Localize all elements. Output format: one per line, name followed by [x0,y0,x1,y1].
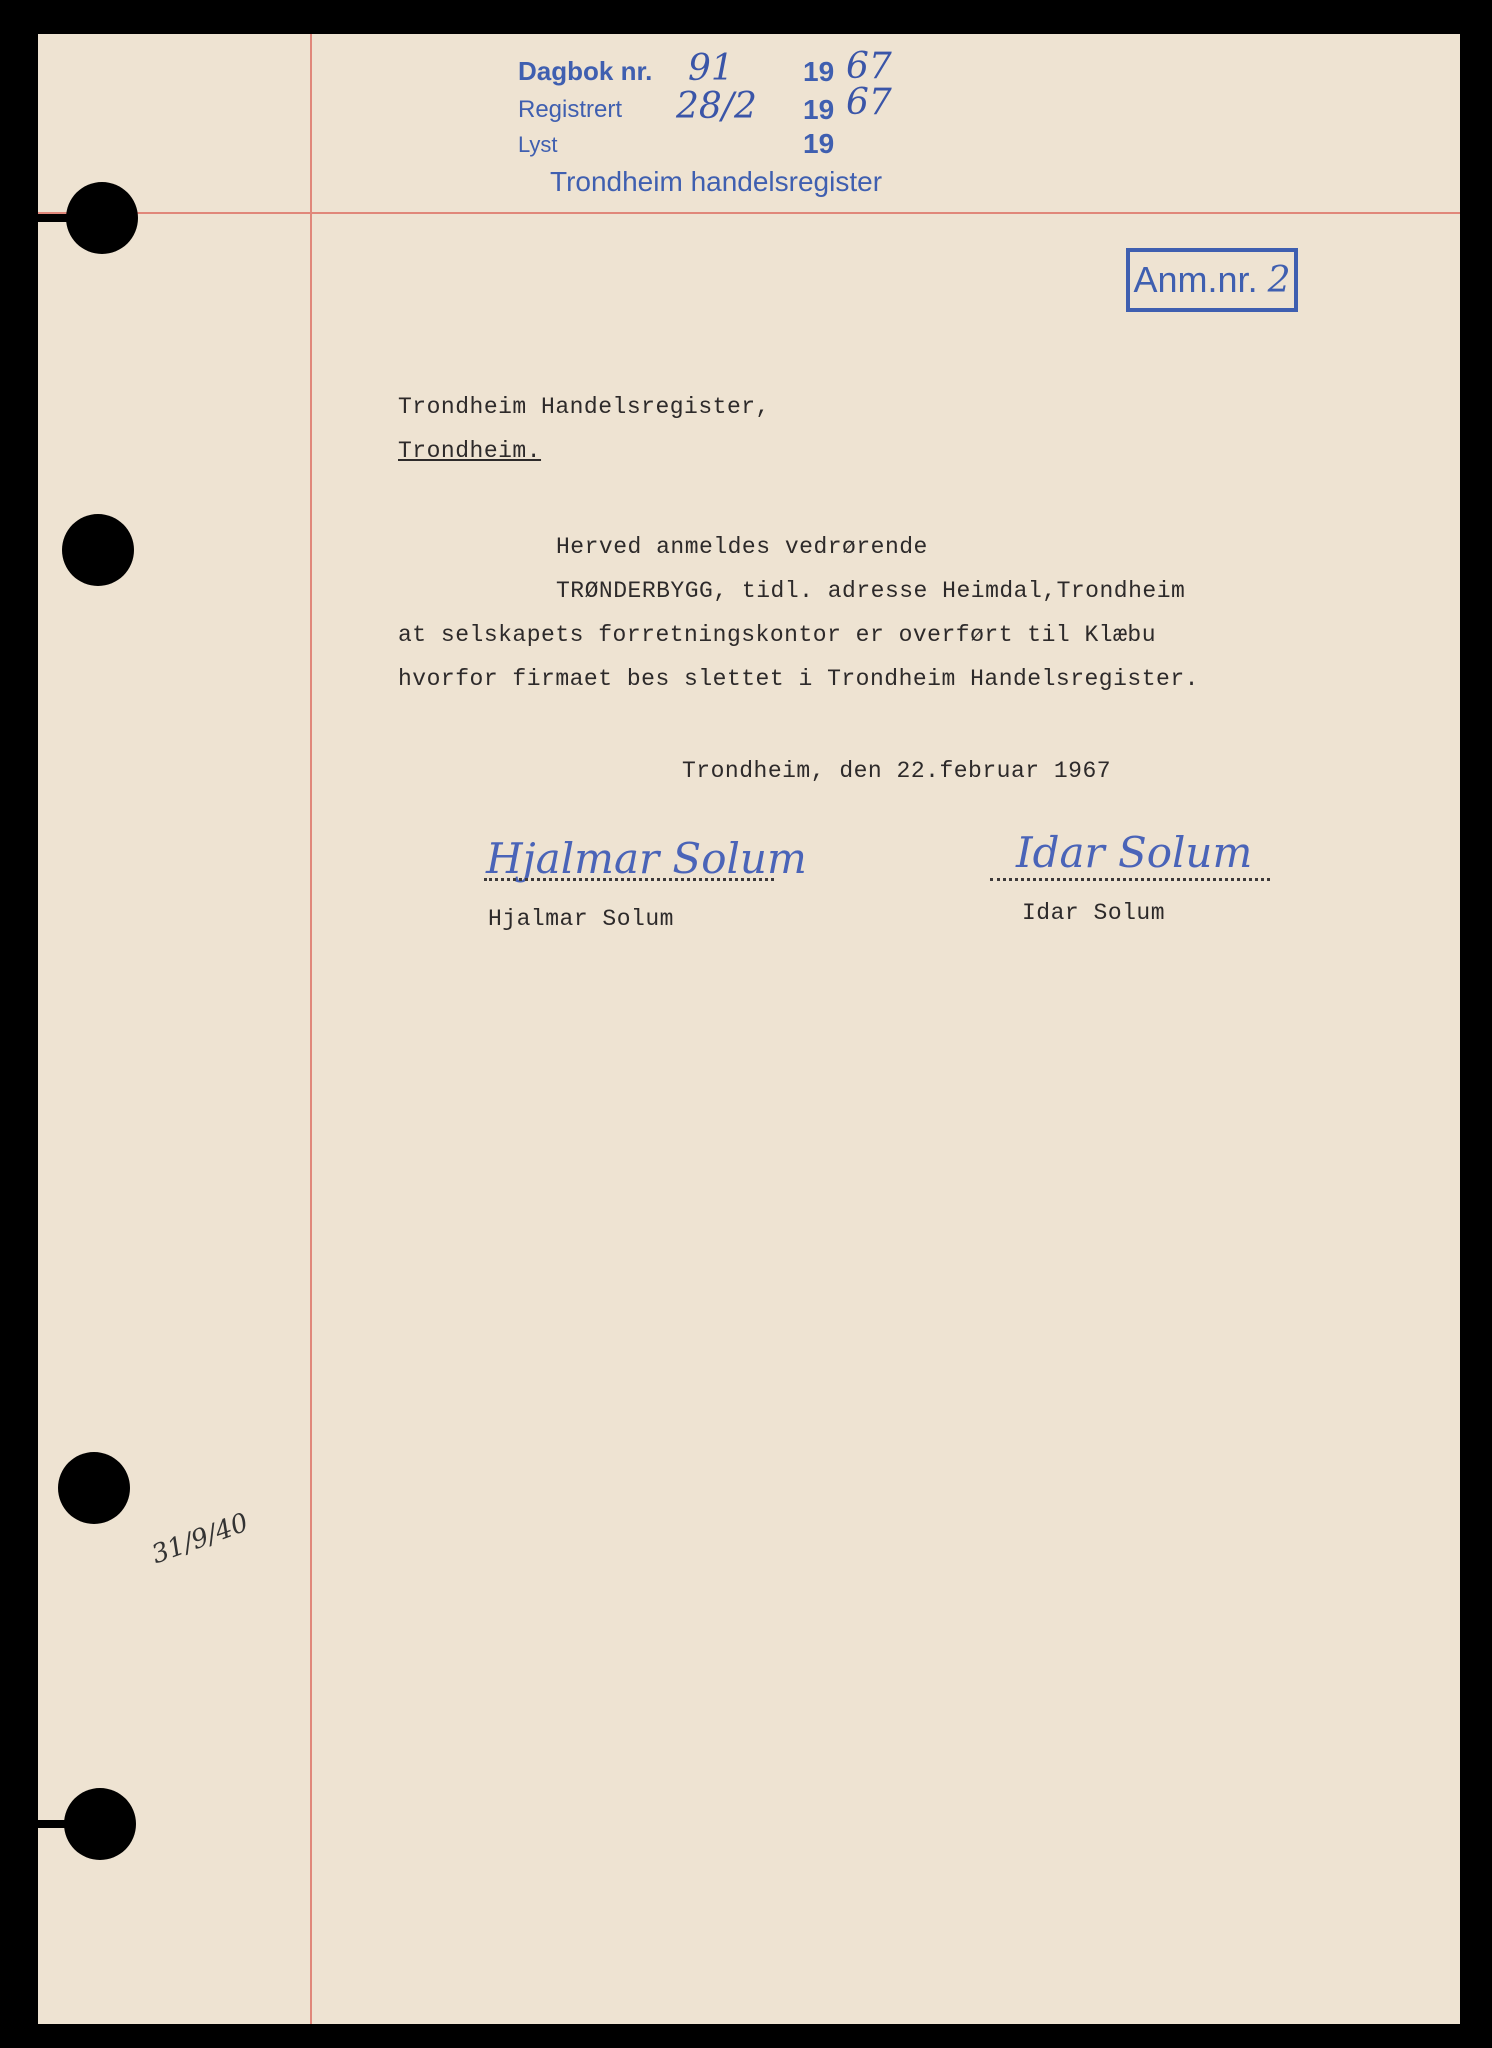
annotation-label: Anm.nr. [1133,259,1258,300]
registry-name: Trondheim handelsregister [550,166,883,197]
dagbok-year-suffix: 67 [846,46,892,87]
place-date: Trondheim, den 22.februar 1967 [682,758,1112,784]
annotation-number-box [1126,248,1298,312]
registrert-date: 28/2 [676,86,757,127]
document-page [38,34,1460,2024]
addressee: Trondheim Handelsregister, [398,394,770,420]
registrert-label: Registrert [518,96,623,123]
lyst-year-prefix: 19 [803,128,835,159]
dagbok-number: 91 [688,48,734,89]
body-line: hvorfor firmaet bes slettet i Trondheim Handelsregister. [398,666,1199,692]
registrert-year-suffix: 67 [846,82,892,123]
lyst-label: Lyst [518,132,558,157]
punch-hole [58,1452,130,1524]
body-line: TRØNDERBYGG, tidl. adresse Heimdal,Trondheim [556,578,1186,604]
body-line: Herved anmeldes vedrørende [556,534,928,560]
annotation-number: 2 [1267,259,1291,301]
addressee-city: Trondheim. [398,438,542,464]
signature-line [484,878,774,881]
registrert-year-prefix: 19 [803,94,835,125]
body-line: at selskapets forretningskontor er overført til Klæbu [398,622,1157,648]
registry-stamp [38,34,1460,214]
signature-idar: Idar Solum [1016,828,1253,877]
dagbok-year-prefix: 19 [803,56,835,87]
punch-hole [62,514,134,586]
typed-name-idar: Idar Solum [1022,900,1166,926]
dagbok-label: Dagbok nr. [518,56,653,86]
signature-hjalmar: Hjalmar Solum [486,834,807,883]
typed-name-hjalmar: Hjalmar Solum [488,906,674,932]
punch-hole [64,1788,136,1860]
margin-note: 31/9/40 [147,1507,253,1571]
margin-rule [310,34,312,2024]
signature-line [990,878,1270,881]
